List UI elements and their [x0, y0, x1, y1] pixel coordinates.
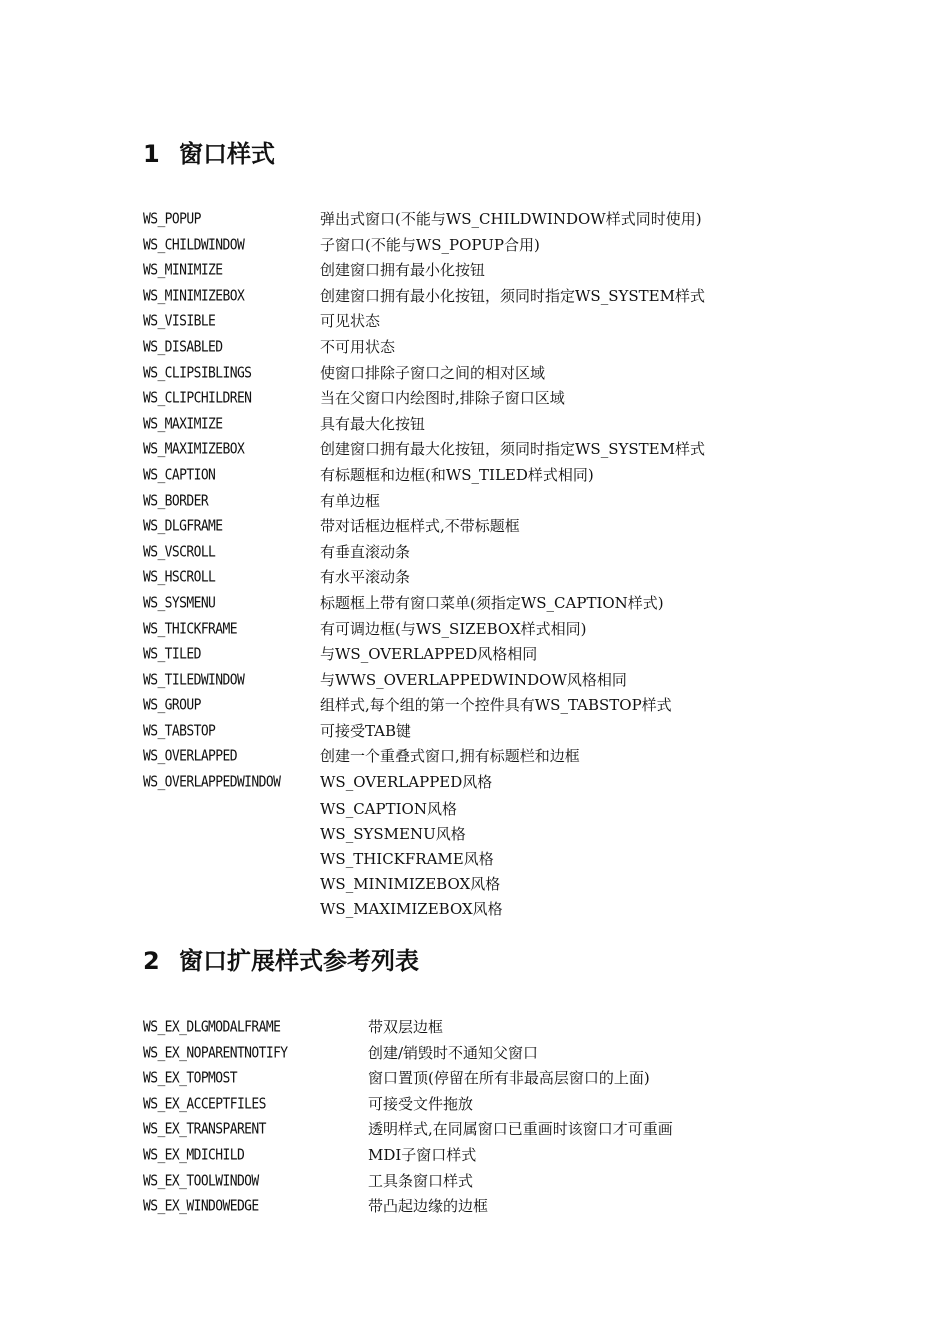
- style-description: 创建窗口拥有最小化按钮: [320, 261, 486, 280]
- style-constant: WS_TILEDWINDOW: [143, 671, 245, 689]
- style-constant: WS_BORDER: [143, 492, 209, 510]
- style-constant: WS_MINIMIZEBOX: [143, 287, 245, 306]
- section-1-number: 1: [143, 140, 160, 168]
- style-constant: WS_OVERLAPPEDWINDOW: [143, 773, 281, 792]
- style-description: 创建窗口拥有最小化按钮，须同时指定WS_SYSTEM样式: [320, 286, 705, 305]
- style-description: 标题框上带有窗口菜单(须指定WS_CAPTION样式): [320, 593, 664, 612]
- section-2-title: 窗口扩展样式参考列表: [179, 947, 419, 975]
- style-constant: WS_EX_MDICHILD: [143, 1146, 245, 1165]
- style-description: 与WS_OVERLAPPED风格相同: [320, 645, 538, 664]
- style-constant: WS_MAXIMIZEBOX: [143, 440, 245, 459]
- style-constant: WS_DISABLED: [143, 338, 223, 357]
- overlapped-window-component: WS_MAXIMIZEBOX风格: [320, 899, 503, 918]
- style-constant: WS_SYSMENU: [143, 594, 216, 613]
- style-constant: WS_GROUP: [143, 696, 201, 715]
- section-2-heading: [143, 946, 419, 976]
- style-description: 带对话框边框样式,不带标题框: [320, 517, 520, 536]
- style-description: 可接受TAB键: [320, 721, 412, 740]
- style-constant: WS_MAXIMIZE: [143, 415, 223, 434]
- style-description: 可见状态: [320, 312, 381, 331]
- style-description: WS_OVERLAPPED风格: [320, 773, 493, 792]
- style-constant: WS_CLIPSIBLINGS: [143, 364, 252, 382]
- style-description: 窗口置顶(停留在所有非最高层窗口的上面): [368, 1069, 650, 1088]
- style-description: 弹出式窗口(不能与WS_CHILDWINDOW样式同时使用): [320, 210, 702, 228]
- style-description: 子窗口(不能与WS_POPUP合用): [320, 235, 540, 254]
- style-constant: WS_MINIMIZE: [143, 261, 223, 280]
- style-constant: WS_EX_NOPARENTNOTIFY: [143, 1044, 288, 1062]
- style-description: 组样式,每个组的第一个控件具有WS_TABSTOP样式: [320, 696, 672, 715]
- style-description: 有垂直滚动条: [320, 542, 411, 561]
- section-1-heading: [143, 139, 275, 169]
- style-description: 创建/销毁时不通知父窗口: [368, 1043, 539, 1062]
- style-constant: WS_THICKFRAME: [143, 620, 237, 638]
- overlapped-window-component: WS_MINIMIZEBOX风格: [320, 874, 501, 893]
- style-description: 与WWS_OVERLAPPEDWINDOW风格相同: [320, 670, 627, 689]
- style-description: 有可调边框(与WS_SIZEBOX样式相同): [320, 619, 587, 638]
- style-constant: WS_EX_TOPMOST: [143, 1069, 237, 1088]
- style-description: 透明样式,在同属窗口已重画时该窗口才可重画: [368, 1120, 673, 1139]
- style-constant: WS_VSCROLL: [143, 543, 216, 562]
- style-constant: WS_CAPTION: [143, 466, 216, 485]
- style-description: 使窗口排除子窗口之间的相对区域: [320, 363, 546, 382]
- style-description: MDI子窗口样式: [368, 1145, 477, 1164]
- style-description: 有单边框: [320, 491, 381, 510]
- style-constant: WS_EX_ACCEPTFILES: [143, 1095, 266, 1114]
- overlapped-window-components-list: [320, 797, 503, 921]
- section-1-title: 窗口样式: [179, 140, 275, 168]
- style-description: 带双层边框: [368, 1018, 444, 1036]
- style-constant: WS_TILED: [143, 645, 201, 664]
- overlapped-window-component: WS_THICKFRAME风格: [320, 849, 494, 868]
- style-constant: WS_EX_WINDOWEDGE: [143, 1197, 259, 1216]
- style-description: 创建窗口拥有最大化按钮，须同时指定WS_SYSTEM样式: [320, 440, 705, 459]
- style-description: 可接受文件拖放: [368, 1094, 474, 1113]
- style-constant: WS_EX_DLGMODALFRAME: [143, 1018, 281, 1037]
- style-description: 具有最大化按钮: [320, 414, 426, 433]
- style-constant: WS_CLIPCHILDREN: [143, 389, 252, 408]
- style-constant: WS_POPUP: [143, 210, 201, 229]
- style-constant: WS_CHILDWINDOW: [143, 236, 245, 254]
- style-constant: WS_EX_TRANSPARENT: [143, 1120, 266, 1139]
- style-constant: WS_EX_TOOLWINDOW: [143, 1172, 259, 1190]
- style-constant: WS_TABSTOP: [143, 722, 216, 741]
- style-description: 不可用状态: [320, 337, 396, 356]
- style-description: 带凸起边缘的边框: [368, 1197, 489, 1216]
- style-constant: WS_DLGFRAME: [143, 517, 223, 536]
- overlapped-window-component: WS_CAPTION风格: [320, 800, 457, 818]
- style-constant: WS_VISIBLE: [143, 312, 216, 331]
- style-description: 当在父窗口内绘图时,排除子窗口区域: [320, 389, 565, 408]
- style-description: 创建一个重叠式窗口,拥有标题栏和边框: [320, 747, 580, 766]
- section-2-number: 2: [143, 947, 160, 975]
- style-description: 工具条窗口样式: [368, 1171, 474, 1190]
- style-description: 有标题框和边框(和WS_TILED样式相同): [320, 465, 594, 484]
- style-constant: WS_HSCROLL: [143, 568, 216, 587]
- overlapped-window-component: WS_SYSMENU风格: [320, 824, 466, 843]
- style-description: 有水平滚动条: [320, 568, 411, 587]
- style-constant: WS_OVERLAPPED: [143, 748, 237, 766]
